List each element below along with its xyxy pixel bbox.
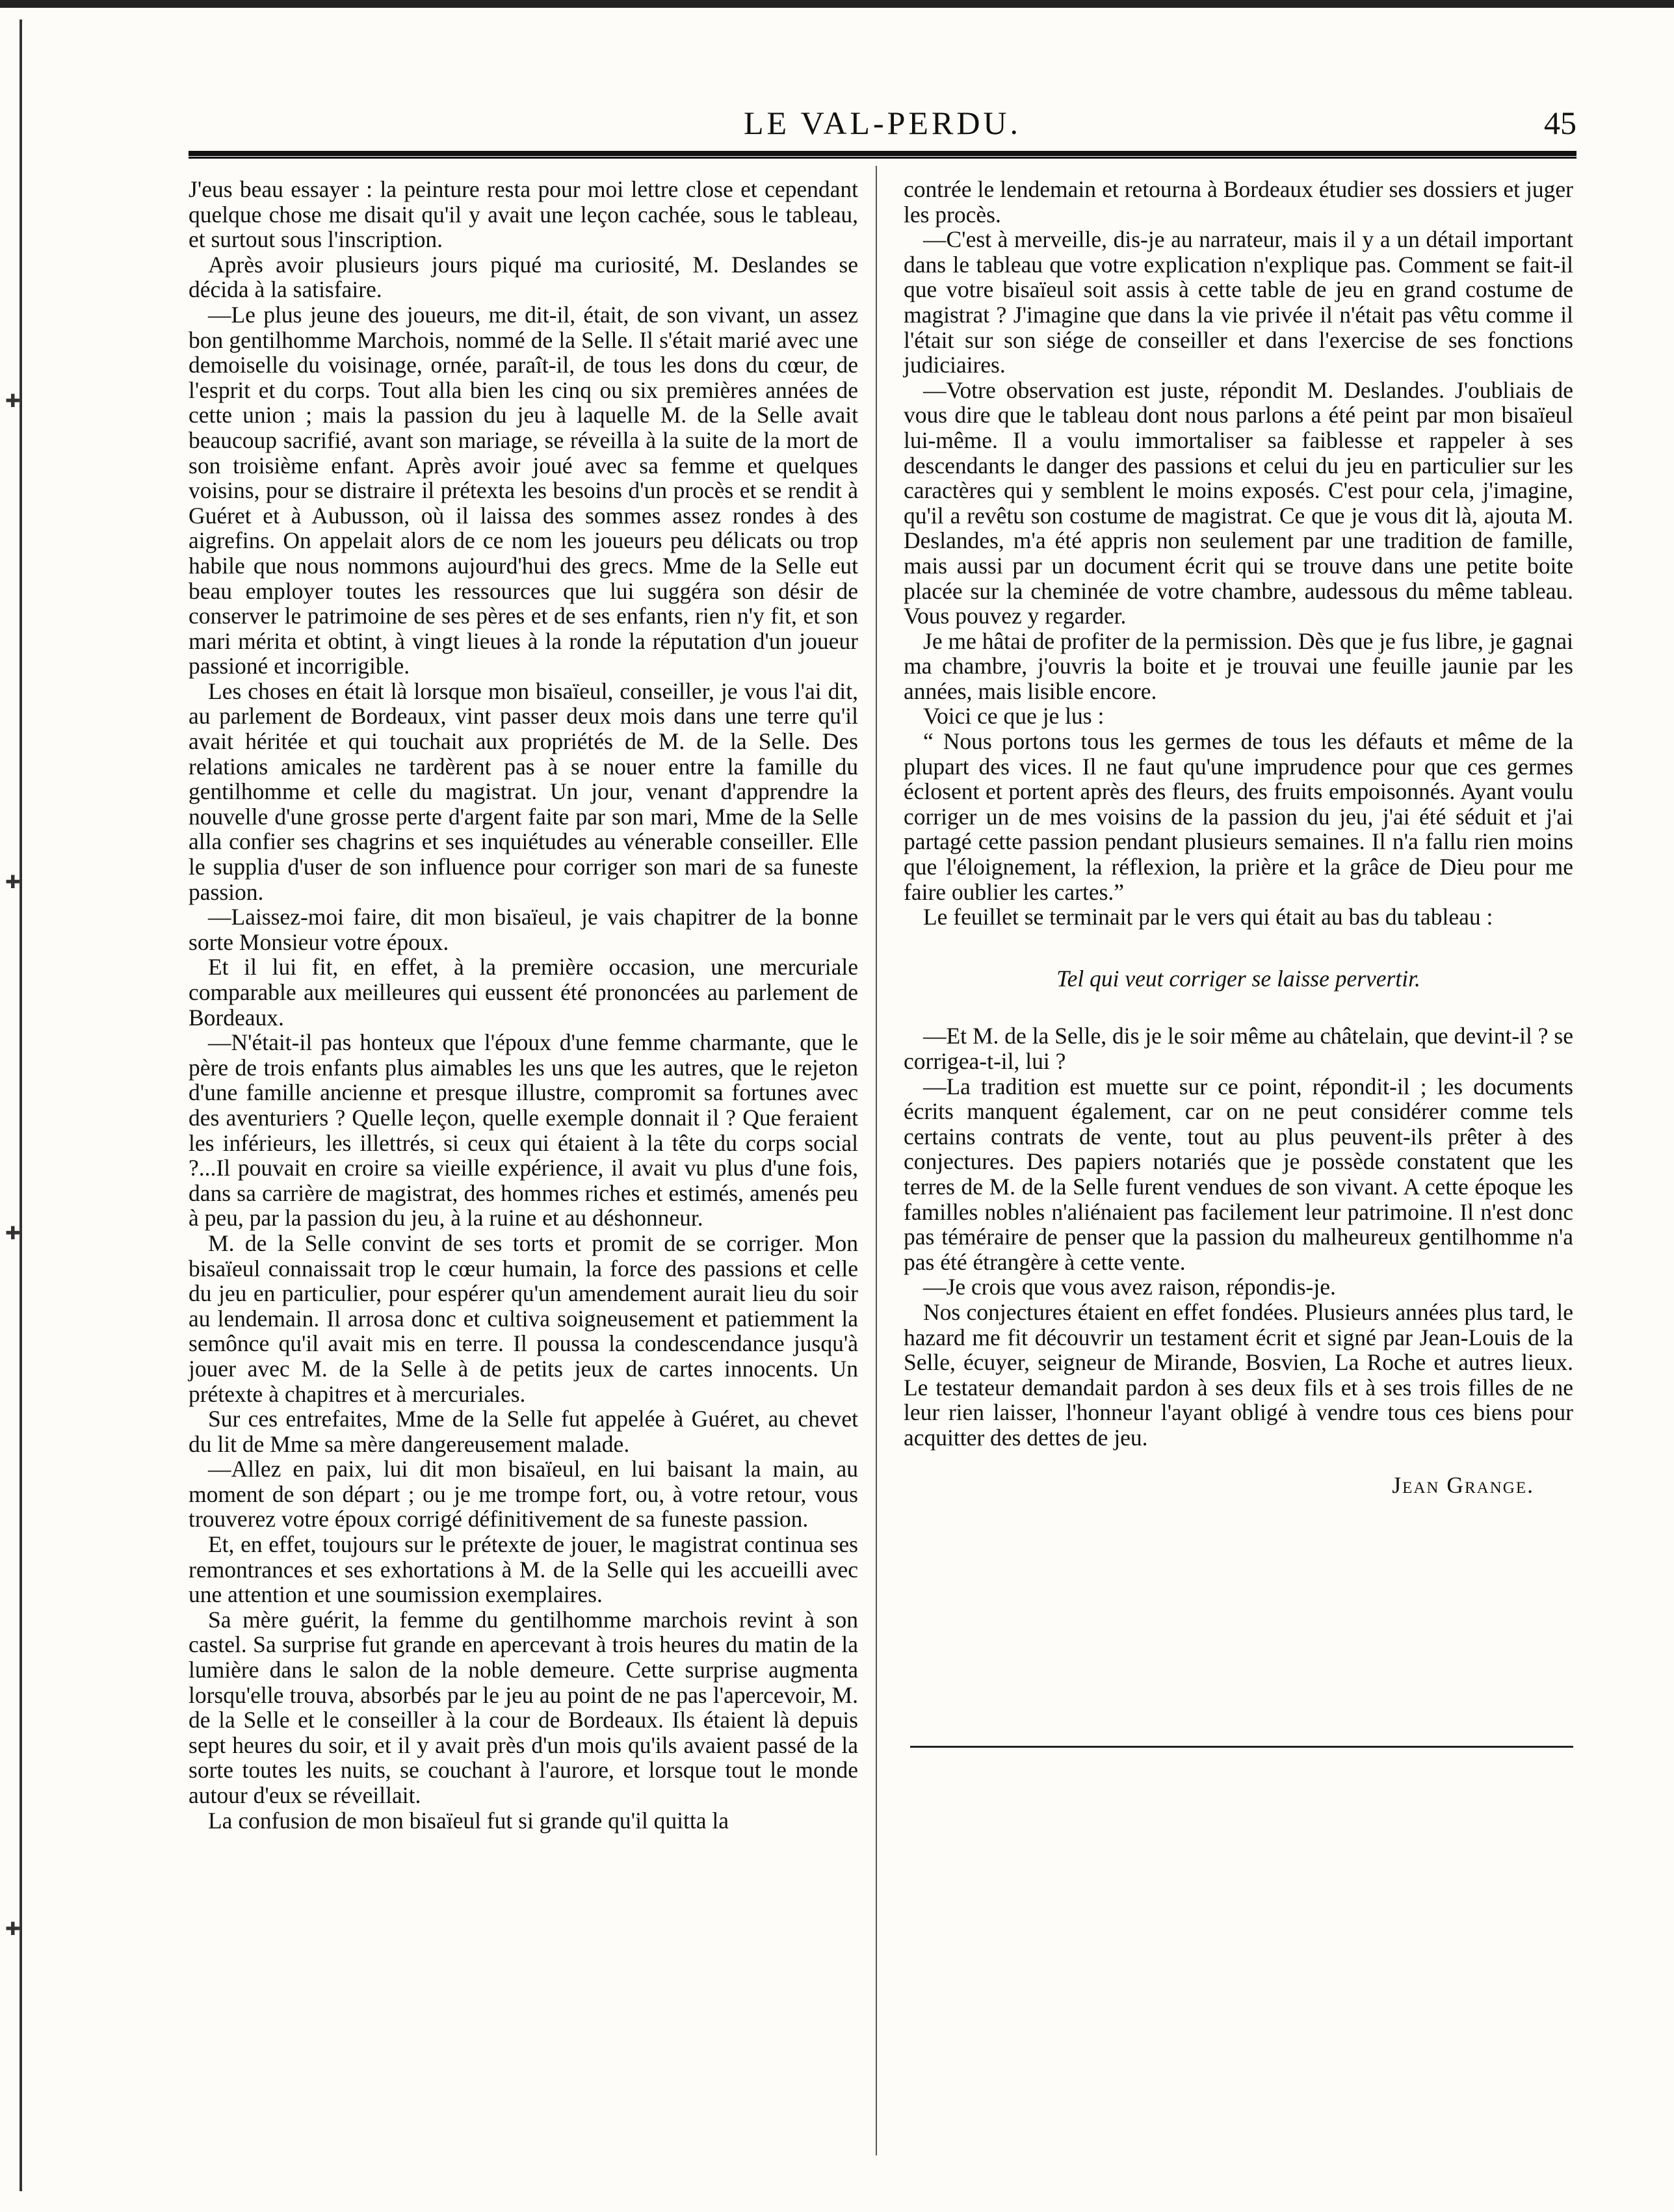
right-column [904, 177, 1573, 1497]
paragraph: Voici ce que je lus : [923, 703, 1105, 730]
paragraph: —Laissez-moi faire, dit mon bisaïeul, je vais chapitrer de la bonne sorte Monsieur votre époux. [189, 904, 858, 955]
top-border-rule [0, 0, 1674, 8]
binding-tick-mark: ✚ [5, 873, 21, 893]
paragraph: —N'était-il pas honteux que l'époux d'une femme charmante, que le père de trois enfants plus aimables les uns que les autres, que le rejeton d'une famille ancienne et presque illustre, compromit sa fortunes avec des aventuriers ? Quelle leçon, quelle exemple donnait il ? Que feraient les inférieurs, les illettrés, si ceux qui étaient à la tête du corps social ?...Il pouvait en croire sa vieille expérience, il avait vu plus d'une fois, dans sa carrière de magistrat, des hommes riches et estimés, amenés peu à peu, par la passion du jeu, à la ruine et au déshonneur. [189, 1029, 858, 1231]
paragraph: —Le plus jeune des joueurs, me dit-il, était, de son vivant, un assez bon gentilhomme Marchois, nommé de la Selle. Il s'était marié avec une demoiselle du voisinage, ornée, paraît-il, de tous les dons du cœur, de l'esprit et du corps. Tout alla bien les cinq ou six premières années de cette union ; mais la passion du jeu à laquelle M. de la Selle avait beaucoup sacrifié, avant son mariage, se réveilla à la suite de la mort de son troisième enfant. Après avoir joué avec sa femme et quelques voisins, pour se distraire il prétexta les besoins d'un procès et se rendit à Guéret et à Aubusson, où il laissa des sommes assez rondes à des aigrefins. On appelait alors de ce nom les joueurs peu délicats ou trop habile que nous nommons aujourd'hui des grecs. Mme de la Selle eut beau employer toutes les ressources que lui suggéra son désir de conserver le patrimoine de ses pères et de ses enfants, rien n'y fit, et son mari mérita et obtint, à vingt lieues à la ronde la réputation d'un joueur passioné et incorrigible. [189, 301, 858, 679]
binding-edge [20, 20, 22, 2191]
paragraph: J'eus beau essayer : la peinture resta pour moi lettre close et cependant quelque chose me disait qu'il y avait une leçon cachée, sous le tableau, et surtout sous l'inscription. [189, 176, 858, 253]
header-double-rule [189, 151, 1576, 159]
paragraph: Nos conjectures étaient en effet fondées. Plusieurs années plus tard, le hazard me fit découvrir un testament écrit et signé par Jean-Louis de la Selle, écuyer, seigneur de Mirande, Bosvien, La Roche et autres lieux. Le testateur demandait pardon à ses deux fils et à ses trois filles de ne leur rien laisser, l'honneur l'ayant obligé à vendre tous ces biens pour acquitter des dettes de jeu. [904, 1298, 1573, 1451]
paragraph: Et, en effet, toujours sur le prétexte de jouer, le magistrat continua ses remontrances et ses exhortations à M. de la Selle qui les accueilli avec une attention et une soumission exemplaires. [189, 1531, 858, 1608]
paragraph: M. de la Selle convint de ses torts et promit de se corriger. Mon bisaïeul connaissait trop le cœur humain, la force des passions et celle du jeu en particulier, pour espérer qu'un amendement aurait lieu du soir au lendemain. Il arrosa donc et cultiva soigneusement et patiemment la semônce qu'il avait mis en terre. Il poussa la condescendance jusqu'à jouer avec M. de la Selle à de petits jeux de cartes innocents. Un prétexte à chapitres et à mercuriales. [189, 1230, 858, 1407]
page-number: 45 [1544, 105, 1576, 141]
paragraph: —La tradition est muette sur ce point, répondit-il ; les documents écrits manquent également, car on ne peut considérer comme tels certains contrats de vente, tout au plus peuvent-ils prêter à des conjectures. Des papiers notariés que je possède constatent que les terres de M. de la Selle furent vendues de son vivant. A cette époque les familles nobles n'aliénaient pas facilement leur patrimoine. Il n'est donc pas téméraire de penser que la passion du malheureux gentilhomme n'a pas été étrangère à cette vente. [904, 1073, 1573, 1275]
page-header [189, 98, 1576, 150]
poem-line: Tel qui veut corriger se laisse pervertir. [1056, 965, 1420, 992]
running-title: LE VAL-PERDU. [743, 105, 1022, 141]
paragraph: Après avoir plusieurs jours piqué ma curiosité, M. Deslandes se décida à la satisfaire. [189, 251, 858, 303]
left-column [189, 177, 858, 1833]
paragraph: Je me hâtai de profiter de la permission. Dès que je fus libre, je gagnai ma chambre, j'ouvris la boite et je trouvai une feuille jaunie par les années, mais lisible encore. [904, 627, 1573, 704]
paragraph: contrée le lendemain et retourna à Bordeaux étudier ses dossiers et juger les procès. [904, 176, 1573, 228]
paragraph: Le feuillet se terminait par le vers qui était au bas du tableau : [923, 904, 1493, 930]
paragraph: Sur ces entrefaites, Mme de la Selle fut appelée à Guéret, au chevet du lit de Mme sa mère dangereusement malade. [189, 1406, 858, 1457]
paragraph: —Je crois que vous avez raison, répondis-je. [923, 1274, 1336, 1300]
paragraph: Et il lui fit, en effet, à la première occasion, une mercuriale comparable aux meilleures qui eussent été prononcées au parlement de Bordeaux. [189, 954, 858, 1031]
column-divider [876, 166, 877, 2155]
paragraph: —Votre observation est juste, répondit M. Deslandes. J'oubliais de vous dire que le tableau dont nous parlons a été peint par mon bisaïeul lui-même. Il a voulu immortaliser sa faiblesse et rappeler à ses descendants le danger des passions et celui du jeu en particulier sur les caractères qui y semblent le moins exposés. C'est pour cela, j'imagine, qu'il a revêtu son costume de magistrat. Ce que je vous dit là, ajouta M. Deslandes, m'a été appris non seulement par une tradition de famille, mais aussi par un document écrit qui se trouve dans une petite boite placée sur la cheminée de votre chambre, audessous du même tableau. Vous pouvez y regarder. [904, 376, 1573, 629]
paragraph: —Et M. de la Selle, dis je le soir même au châtelain, que devint-il ? se corrigea-t-il, lui ? [904, 1023, 1573, 1074]
paragraph: —C'est à merveille, dis-je au narrateur, mais il y a un détail important dans le tableau que votre explication n'explique pas. Comment se fait-il que votre bisaïeul soit assis à cette table de jeu en grand costume de magistrat ? J'imagine que dans la vie privée il n'était pas vêtu comme il l'était sur son siége de conseiller et dans l'exercise de ses fonctions judiciaires. [904, 226, 1573, 378]
binding-tick-mark: ✚ [5, 1224, 21, 1244]
author-signature: Jean Grange. [1392, 1471, 1534, 1498]
end-rule [910, 1746, 1573, 1748]
quoted-document: “ Nous portons tous les germes de tous les défauts et même de la plupart des vices. Il ne faut qu'une imprudence pour que ces germes éclosent et portent après des fleurs, des fruits empoisonnés. Ayant voulu corriger un de mes voisins de la passion du jeu, j'ai été séduit et j'ai partagé cette passion pendant plusieurs semaines. Il n'a fallu rien moins que l'éloignement, la réflexion, la prière et la grâce de Dieu pour me faire oublier les cartes.” [904, 728, 1573, 905]
paragraph: —Allez en paix, lui dit mon bisaïeul, en lui baisant la main, au moment de son départ ; ou je me trompe fort, ou, à votre retour, vous trouverez votre époux corrigé définitivement de sa funeste passion. [189, 1456, 858, 1533]
paragraph: Sa mère guérit, la femme du gentilhomme marchois revint à son castel. Sa surprise fut grande en apercevant à trois heures du matin de la lumière dans le salon de la noble demeure. Cette surprise augmenta lorsqu'elle trouva, absorbés par le jeu au point de ne pas l'apercevoir, M. de la Selle et le conseiller à la cour de Bordeaux. Ils étaient là depuis sept heures du soir, et il y avait près d'un mois qu'ils avaient passé de la sorte toutes les nuits, se couchant à l'aurore, et lorsque tout le monde autour d'eux se réveillait. [189, 1606, 858, 1808]
paragraph: La confusion de mon bisaïeul fut si grande qu'il quitta la [208, 1807, 729, 1834]
binding-tick-mark: ✚ [5, 1919, 21, 1940]
binding-tick-mark: ✚ [5, 391, 21, 412]
paragraph: Les choses en était là lorsque mon bisaïeul, conseiller, je vous l'ai dit, au parlement de Bordeaux, vint passer deux mois dans une terre qu'il avait héritée et qui touchait aux propriétés de M. de la Selle. Des relations amicales ne tardèrent pas à se nouer entre la famille du gentilhomme et celle du magistrat. Un jour, venant d'apprendre la nouvelle d'une grosse perte d'argent faite par son mari, Mme de la Selle alla confier ses chagrins et ses inquiétudes au vénerable conseiller. Elle le supplia d'user de son influence pour corriger son mari de sa funeste passion. [189, 678, 858, 905]
